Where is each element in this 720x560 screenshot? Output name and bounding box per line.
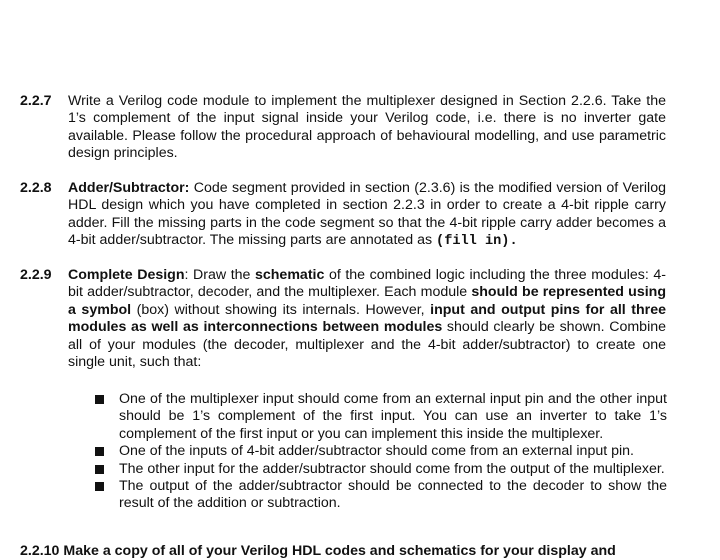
section-text: Write a Verilog code module to implement the multiplexer designed in Section 2.2.6. Take the 1’s complement of the input signal inside your Verilog code, i.e. there is no inverter gate available. Please follow the procedural approach of behavioural modelling, and use parametric design principles. — [68, 93, 666, 162]
text-part: (box) without showing its internals. However, — [131, 301, 431, 318]
section-2-2-8 — [20, 180, 666, 251]
section-title: Adder/Subtractor: — [68, 180, 190, 196]
list-item-text: One of the multiplexer input should come from an external input pin and the other input should be 1’s complement of the first input. You can use an inverter to take 1’s complement of the first input or you can implement this inside the multiplexer. — [119, 391, 667, 442]
list-item — [95, 461, 667, 478]
text-part: should clearly be shown. Combine all of your modules (the decoder, multiplexer and the 4-bit adder/subtractor) to create one single unit, such that: — [68, 319, 667, 371]
requirements-list — [95, 391, 667, 513]
bullet-square-icon — [95, 447, 104, 456]
section-title: Complete Design — [68, 267, 185, 283]
list-item-text: The other input for the adder/subtractor should come from the output of the multiplexer. — [119, 460, 665, 477]
list-item — [95, 443, 667, 460]
section-2-2-7 — [20, 93, 666, 163]
emphasis-text: schematic — [254, 267, 325, 283]
text-part: : Draw the — [184, 267, 255, 283]
list-item — [95, 391, 667, 443]
list-item-text: One of the inputs of 4-bit adder/subtractor should come from an external input pin. — [119, 443, 634, 460]
section-number: 2.2.7 — [20, 93, 52, 109]
emphasis-text: input and output pins for all three modules as well as interconnections between modules — [68, 301, 666, 336]
cut-off-next-section: 2.2.10 Make a copy of all of your Verilog HDL codes and schematics for your display and — [20, 543, 616, 559]
text-part: of the combined logic including the three modules: 4-bit adder/subtractor, decoder, and the multiplexer. Each module — [68, 267, 666, 301]
section-body — [68, 180, 666, 251]
list-item — [95, 478, 667, 513]
bullet-square-icon — [95, 395, 104, 404]
list-item-text: The output of the adder/subtractor should be connected to the decoder to show the result of the addition or subtraction. — [119, 478, 667, 512]
section-number: 2.2.8 — [20, 180, 52, 196]
code-annotation: (fill in). — [436, 234, 518, 250]
section-body — [68, 93, 666, 163]
section-text: Code segment provided in section (2.3.6) is the modified version of Verilog HDL design which you have completed in section 2.2.3 in order to create a 4-bit ripple carry adder. Fill the missing parts in the code segment so that the 4-bit ripple carry adder becomes a 4-bit adder/subtractor. The missing parts are annotated as — [68, 180, 666, 249]
section-body — [68, 267, 666, 371]
emphasis-text: should be represented using a symbol — [68, 284, 666, 318]
bullet-square-icon — [95, 465, 104, 474]
bullet-square-icon — [95, 482, 104, 491]
section-number: 2.2.9 — [20, 267, 52, 283]
section-2-2-9 — [20, 267, 666, 371]
